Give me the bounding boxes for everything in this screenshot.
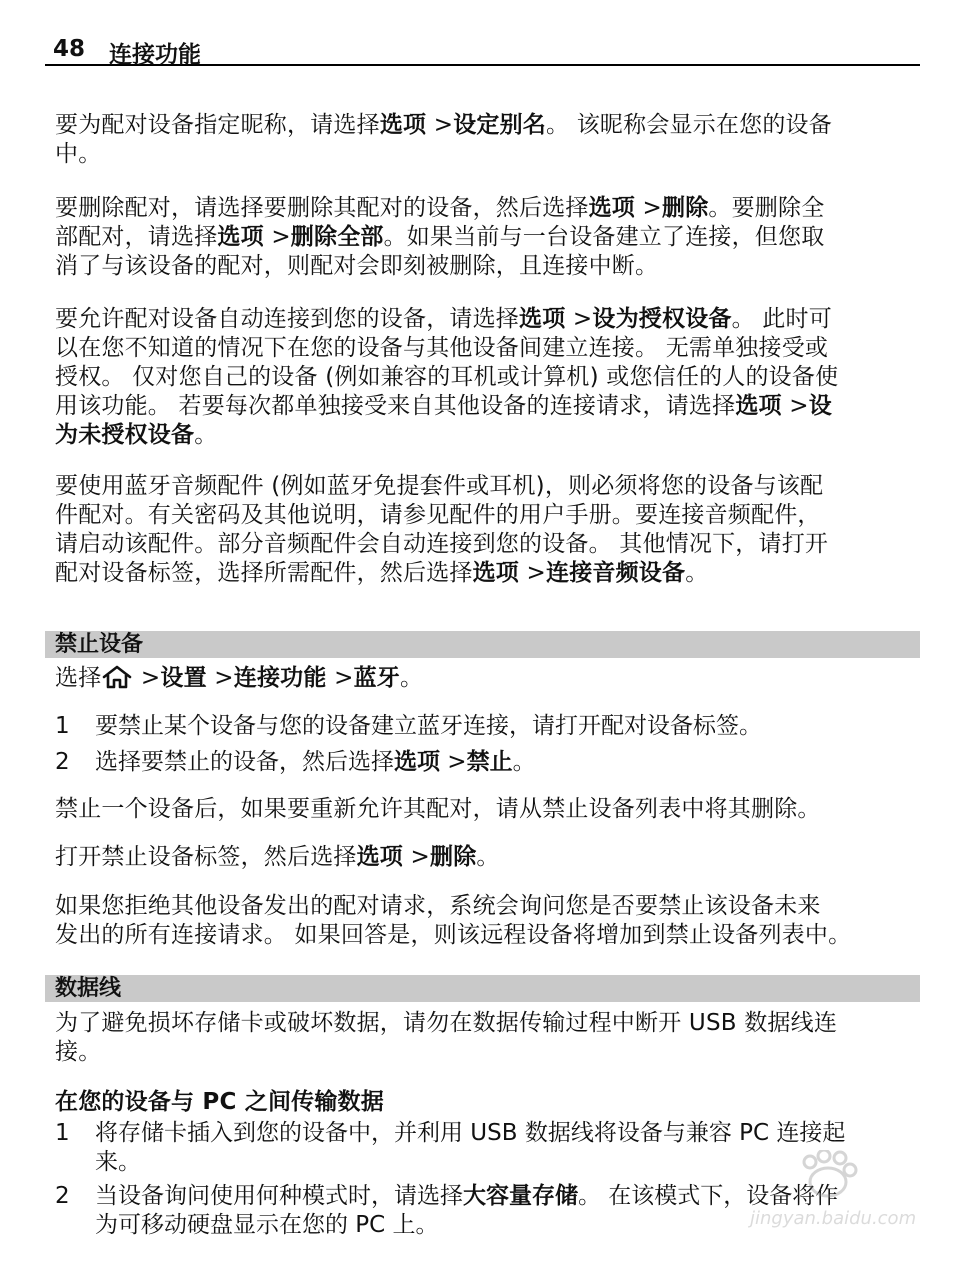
section-heading-block-devices: 禁止设备 [45,631,920,658]
para-unblock: 禁止一个设备后，如果要重新允许其配对，请从禁止设备列表中将其删除。 [55,796,821,822]
para-reject: 如果您拒绝其他设备发出的配对请求，系统会询问您是否要禁止该设备未来 发出的所有连接请求。 如果回答是，则该远程设备将增加到禁止设备列表中。 [55,893,852,948]
para-usb: 为了避免损坏存储卡或破坏数据，请勿在数据传输过程中断开 USB 数据线连 接。 [55,1010,838,1065]
para-nickname: 要为配对设备指定昵称，请选择选项 >设定别名。 该昵称会显示在您的设备 中。 [55,112,832,167]
subheading-transfer: 在您的设备与 PC 之间传输数据 [55,1089,384,1115]
page-number: 48 [53,36,86,62]
page-header [45,30,920,66]
home-icon [101,665,133,689]
section-heading-data-cable: 数据线 [45,975,920,1002]
para-audio-accessory: 要使用蓝牙音频配件 (例如蓝牙免提套件或耳机)，则必须将您的设备与该配 件配对。有关密码及其他说明，请参见配件的用户手册。要连接音频配件， 请启动该配件。部分音频配件会自动连接到您的设备。 其他情况下，请打开 配对设备标签，选择所需配件，然后选择选项 >连接音频设备。 [55,473,829,586]
menu-path: 选择 >设置 >连接功能 >蓝牙。 [55,665,424,691]
para-delete-pairing: 要删除配对，请选择要删除其配对的设备，然后选择选项 >删除。要删除全 部配对，请选择选项 >删除全部。如果当前与一台设备建立了连接，但您取 消了与该设备的配对，则配对会即刻被删除，且连接中断。 [55,195,825,279]
watermark-text: jingyan.baidu.com [750,1208,917,1229]
chapter-title: 连接功能 [109,42,201,68]
para-authorize: 要允许配对设备自动连接到您的设备，请选择选项 >设为授权设备。 此时可 以在您不知道的情况下在您的设备与其他设备间建立连接。 无需单独接受或 授权。 仅对您自己的设备 (例如兼容的耳机或计算机) 或您信任的人的设备使 用该功能。 若要每次都单独接受来自其他设备的连接请求，请选择选项 >设 为未授权设备。 [55,306,839,448]
para-open-blocked: 打开禁止设备标签，然后选择选项 >删除。 [55,844,500,870]
